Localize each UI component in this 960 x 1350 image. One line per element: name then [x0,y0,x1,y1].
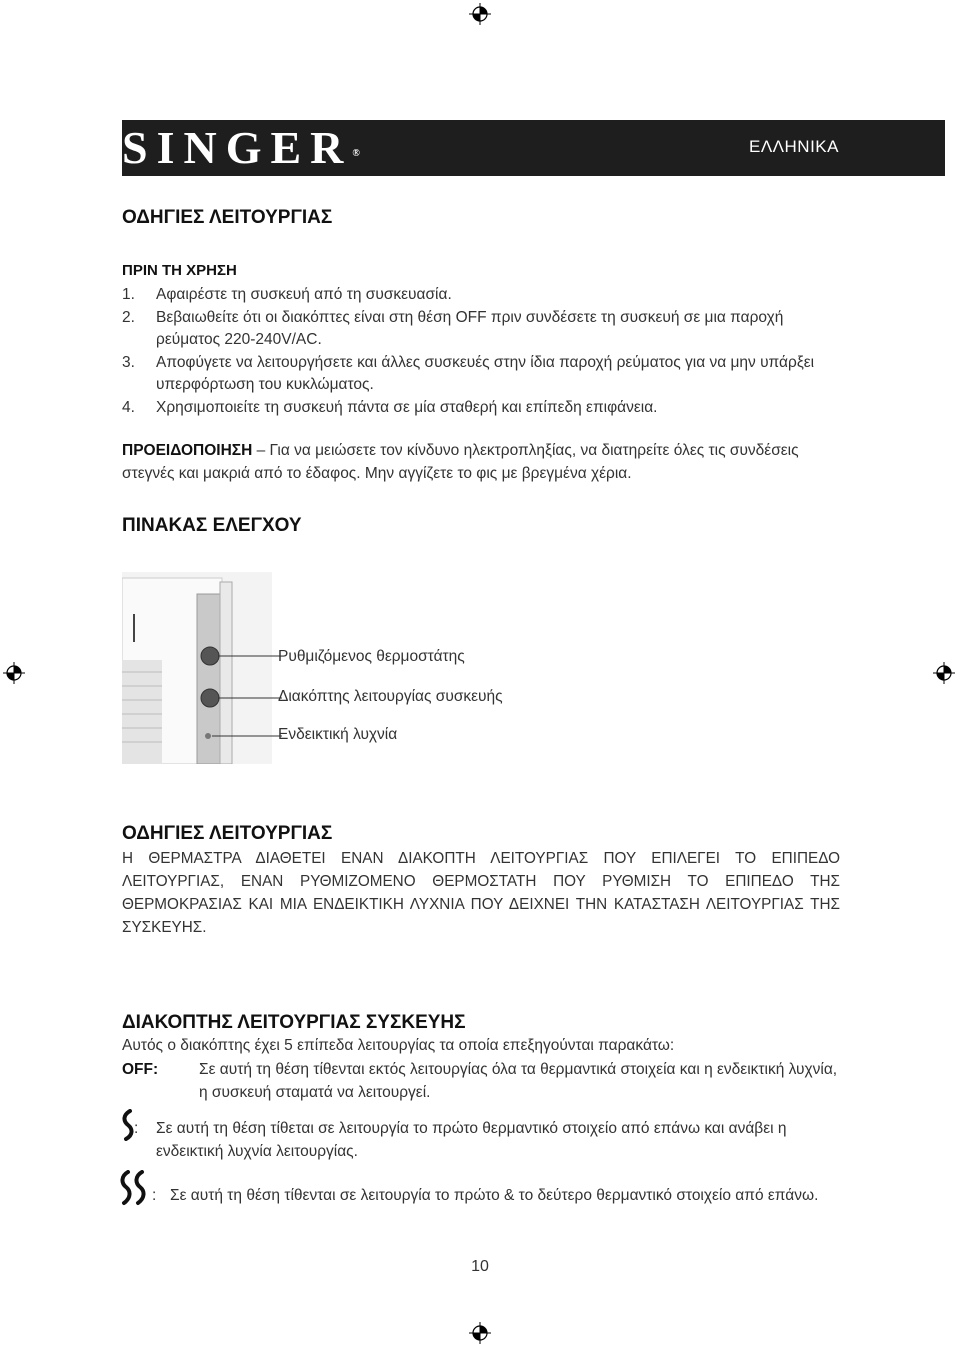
singer-logo: SINGER® [122,122,360,173]
registration-mark-right [933,662,955,684]
mode-2-row: : Σε αυτή τη θέση τίθενται σε λειτουργία το πρώτο & το δεύτερο θερμαντικό στοιχείο από επάνω. [122,1184,842,1207]
mode-1-row: : Σε αυτή τη θέση τίθεται σε λειτουργία το πρώτο θερμαντικό στοιχείο από επάνω και ανάβει η ενδεικτική λυχνία λειτουργίας. [122,1117,842,1163]
mode-2-icon: : [122,1184,170,1207]
registration-mark-bottom [469,1322,491,1344]
operating-description: Η ΘΕΡΜΑΣΤΡΑ ΔΙΑΘΕΤΕΙ ΕΝΑΝ ΔΙΑΚΟΠΤΗ ΛΕΙΤΟΥΡΓΙΑΣ ΠΟΥ ΕΠΙΛΕΓΕΙ ΤΟ ΕΠΙΠΕΔΟ ΛΕΙΤΟΥΡΓΙΑΣ, ΕΝΑΝ ΡΥΘΜΙΖΟΜΕΝΟ ΘΕΡΜΟΣΤΑΤΗ ΠΟΥ ΡΥΘΜΙΣΗ ΤΟ ΕΠΙΠΕΔΟ ΤΗΣ ΘΕΡΜΟΚΡΑΣΙΑΣ ΚΑΙ ΜΙΑ ΕΝΔΕΙΚΤΙΚΗ ΛΥΧΝΙΑ ΠΟΥ ΔΕΙΧΝΕΙ ΤΗΝ ΚΑΤΑΣΤΑΣΗ ΛΕΙΤΟΥΡΓΙΑΣ ΤΗΣ ΣΥΣΚΕΥΗΣ. [122,850,840,936]
heater-control-panel-illustration [122,572,272,764]
header-bar [122,120,945,176]
page-number: 10 [471,1258,489,1275]
callout-thermostat: Ρυθμιζόμενος θερμοστάτης [278,648,465,665]
list-item: 3. Αποφύγετε να λειτουργήσετε και άλλες συσκευές στην ίδια παροχή ρεύματος για να μην υπάρξει υπερφόρτωση του κυκλώματος. [122,353,815,393]
mode-off-label: OFF: [122,1061,159,1078]
switch-intro: Αυτός ο διακόπτης έχει 5 επίπεδα λειτουργίας τα οποία επεξηγούνται παρακάτω: [122,1037,675,1054]
mode-1-icon: : [122,1117,156,1163]
warning-label: ΠΡΟΕΙΔΟΠΟΙΗΣΗ [122,442,253,459]
mode-off-row: OFF: Σε αυτή τη θέση τίθενται εκτός λειτουργίας όλα τα θερμαντικά στοιχεία και η ενδεικτική λυχνία, η συσκευή σταματά να λειτουργεί. [122,1058,842,1104]
list-item: 2. Βεβαιωθείτε ότι οι διακόπτες είναι στη θέση OFF πριν συνδέσετε τη συσκευή σε μια παροχή ρεύματος 220-240V/AC. [122,308,784,348]
list-item: 1. Αφαιρέστε τη συσκευή από τη συσκευασία. [122,286,452,303]
callout-power-switch: Διακόπτης λειτουργίας συσκευής [278,688,503,705]
registration-mark-left [3,662,25,684]
list-item: 4. Χρησιμοποιείτε τη συσκευή πάντα σε μία σταθερή και επίπεδη επιφάνεια. [122,398,658,416]
before-use-list [122,284,842,419]
section-title-control-panel: ΠΙΝΑΚΑΣ ΕΛΕΓΧΟΥ [122,515,302,536]
warning-paragraph: ΠΡΟΕΙΔΟΠΟΙΗΣΗ – Για να μειώσετε τον κίνδυνο ηλεκτροπληξίας, να διατηρείτε όλες τις συνδέσεις στεγνές και μακριά από το έδαφος. Μην αγγίζετε το φις με βρεγμένα χέρια. [122,442,799,482]
language-label: ΕΛΛΗΝΙΚΑ [748,137,839,156]
registration-mark-top [469,3,491,25]
section-title-operating-instructions-2: ΟΔΗΓΙΕΣ ΛΕΙΤΟΥΡΓΙΑΣ [122,823,333,844]
section-title-power-switch: ΔΙΑΚΟΠΤΗΣ ΛΕΙΤΟΥΡΓΙΑΣ ΣΥΣΚΕΥΗΣ [122,1012,466,1033]
callout-indicator-light: Ενδεικτική λυχνία [278,726,398,743]
section-title-operating-instructions: ΟΔΗΓΙΕΣ ΛΕΙΤΟΥΡΓΙΑΣ [122,207,333,228]
before-use-title: ΠΡΙΝ ΤΗ ΧΡΗΣΗ [122,262,237,279]
